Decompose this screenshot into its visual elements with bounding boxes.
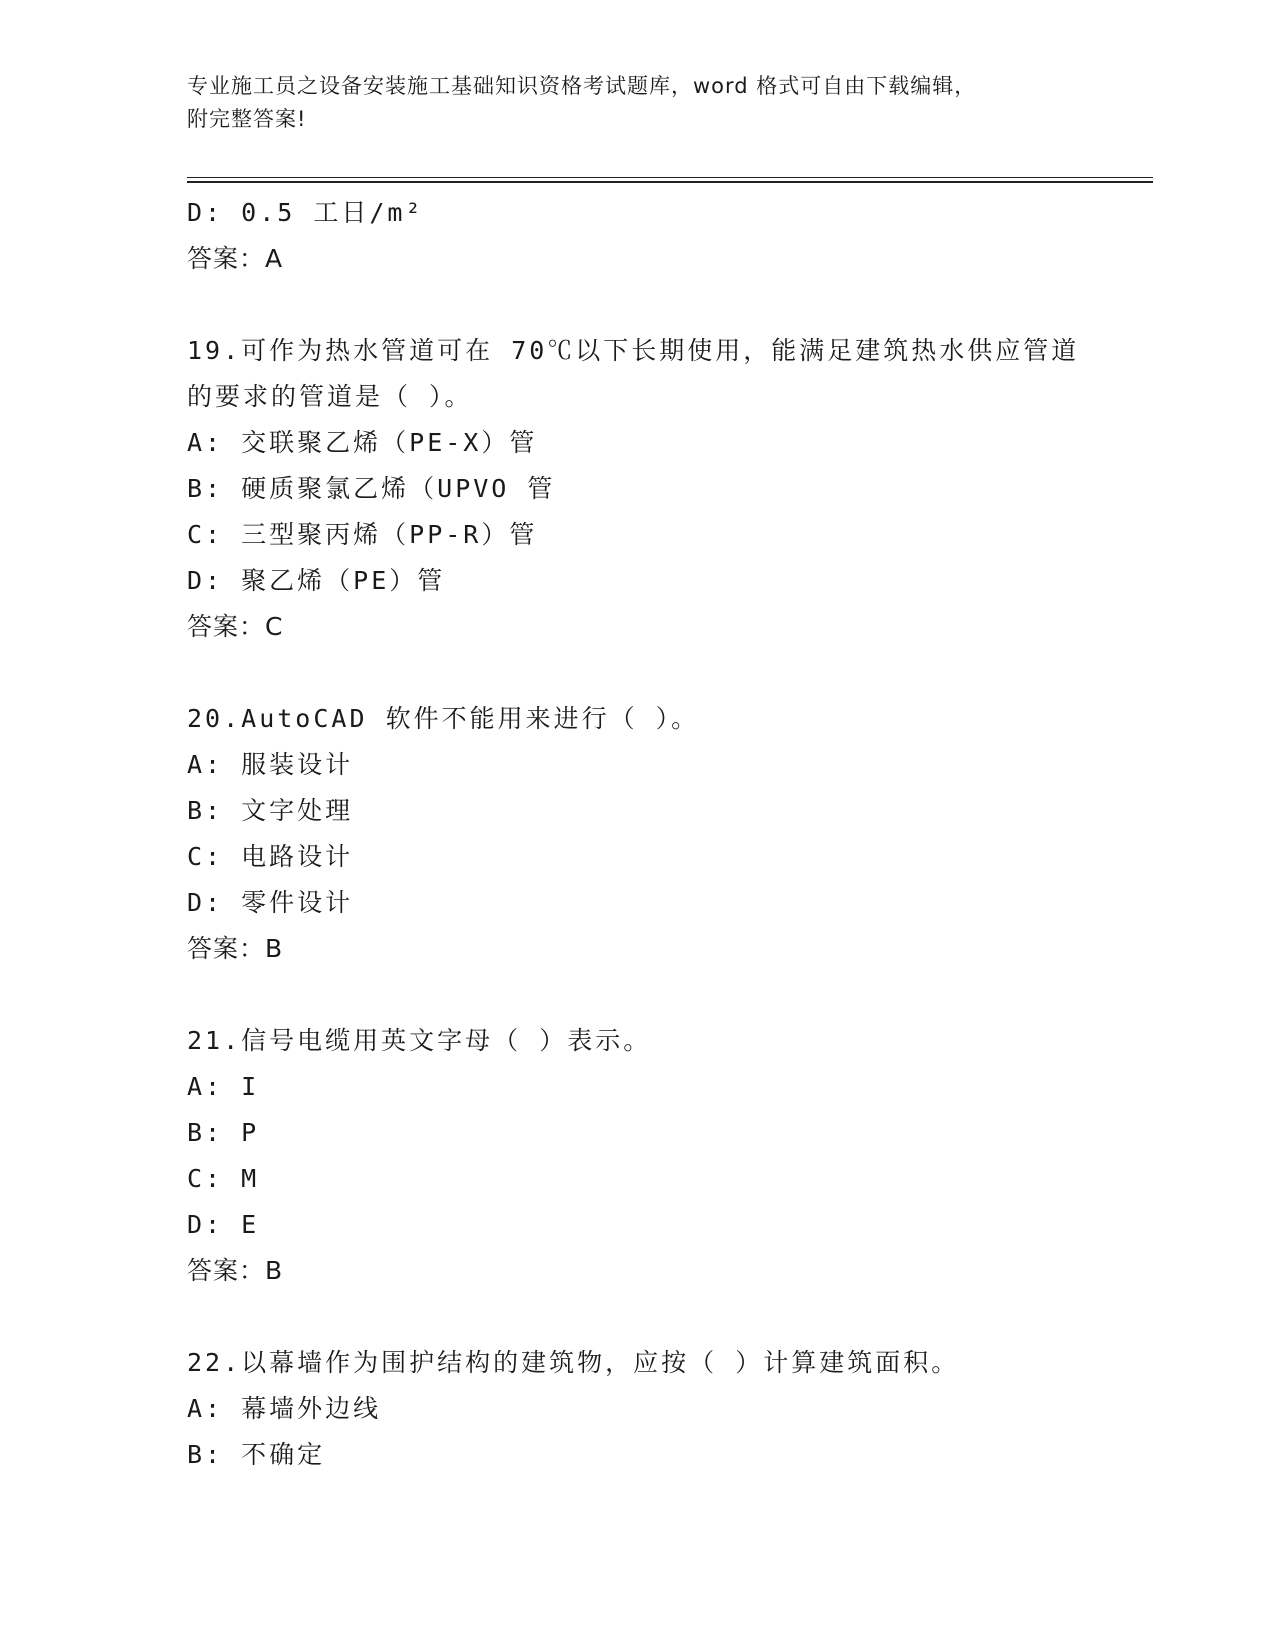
option-a: A: 交联聚乙烯（PE-X）管	[187, 428, 538, 457]
option-c: C: 电路设计	[187, 842, 354, 871]
prev-answer: 答案：A	[187, 244, 284, 273]
option-d: D: E	[187, 1210, 260, 1239]
option-c: C: 三型聚丙烯（PP-R）管	[187, 520, 538, 549]
option-c: C: M	[187, 1164, 260, 1193]
question-19	[187, 328, 1087, 650]
option-b: B: P	[187, 1118, 260, 1147]
spacer	[187, 1294, 1087, 1340]
answer: 答案：B	[187, 1256, 284, 1285]
option-b: B: 文字处理	[187, 796, 354, 825]
question-stem: 19.可作为热水管道可在 70℃以下长期使用，能满足建筑热水供应管道	[187, 336, 1080, 365]
option-a: A: 幕墙外边线	[187, 1394, 382, 1423]
question-stem: 22.以幕墙作为围护结构的建筑物，应按（ ）计算建筑面积。	[187, 1348, 960, 1377]
document-header	[187, 70, 1087, 136]
header-line-1: 专业施工员之设备安装施工基础知识资格考试题库，word 格式可自由下载编辑，	[187, 74, 977, 98]
question-stem: 21.信号电缆用英文字母（ ）表示。	[187, 1026, 652, 1055]
header-divider-thin	[187, 177, 1153, 178]
header-divider-thick	[187, 181, 1153, 183]
question-20	[187, 696, 1087, 972]
answer: 答案：C	[187, 612, 284, 641]
option-b: B: 硬质聚氯乙烯（UPVO 管	[187, 474, 556, 503]
answer: 答案：B	[187, 934, 284, 963]
option-a: A: 服装设计	[187, 750, 354, 779]
option-d: D: 零件设计	[187, 888, 354, 917]
question-list	[187, 190, 1087, 1478]
question-stem-cont: 的要求的管道是（ ）。	[187, 382, 473, 411]
question-stem: 20.AutoCAD 软件不能用来进行（ ）。	[187, 704, 700, 733]
spacer	[187, 650, 1087, 696]
option-b: B: 不确定	[187, 1440, 326, 1469]
spacer	[187, 972, 1087, 1018]
spacer	[187, 282, 1087, 328]
option-a: A: I	[187, 1072, 260, 1101]
question-21	[187, 1018, 1087, 1294]
prev-option-d: D: 0.5 工日/m²	[187, 198, 424, 227]
header-line-2: 附完整答案!	[187, 107, 307, 131]
question-22	[187, 1340, 1087, 1478]
option-d: D: 聚乙烯（PE）管	[187, 566, 446, 595]
